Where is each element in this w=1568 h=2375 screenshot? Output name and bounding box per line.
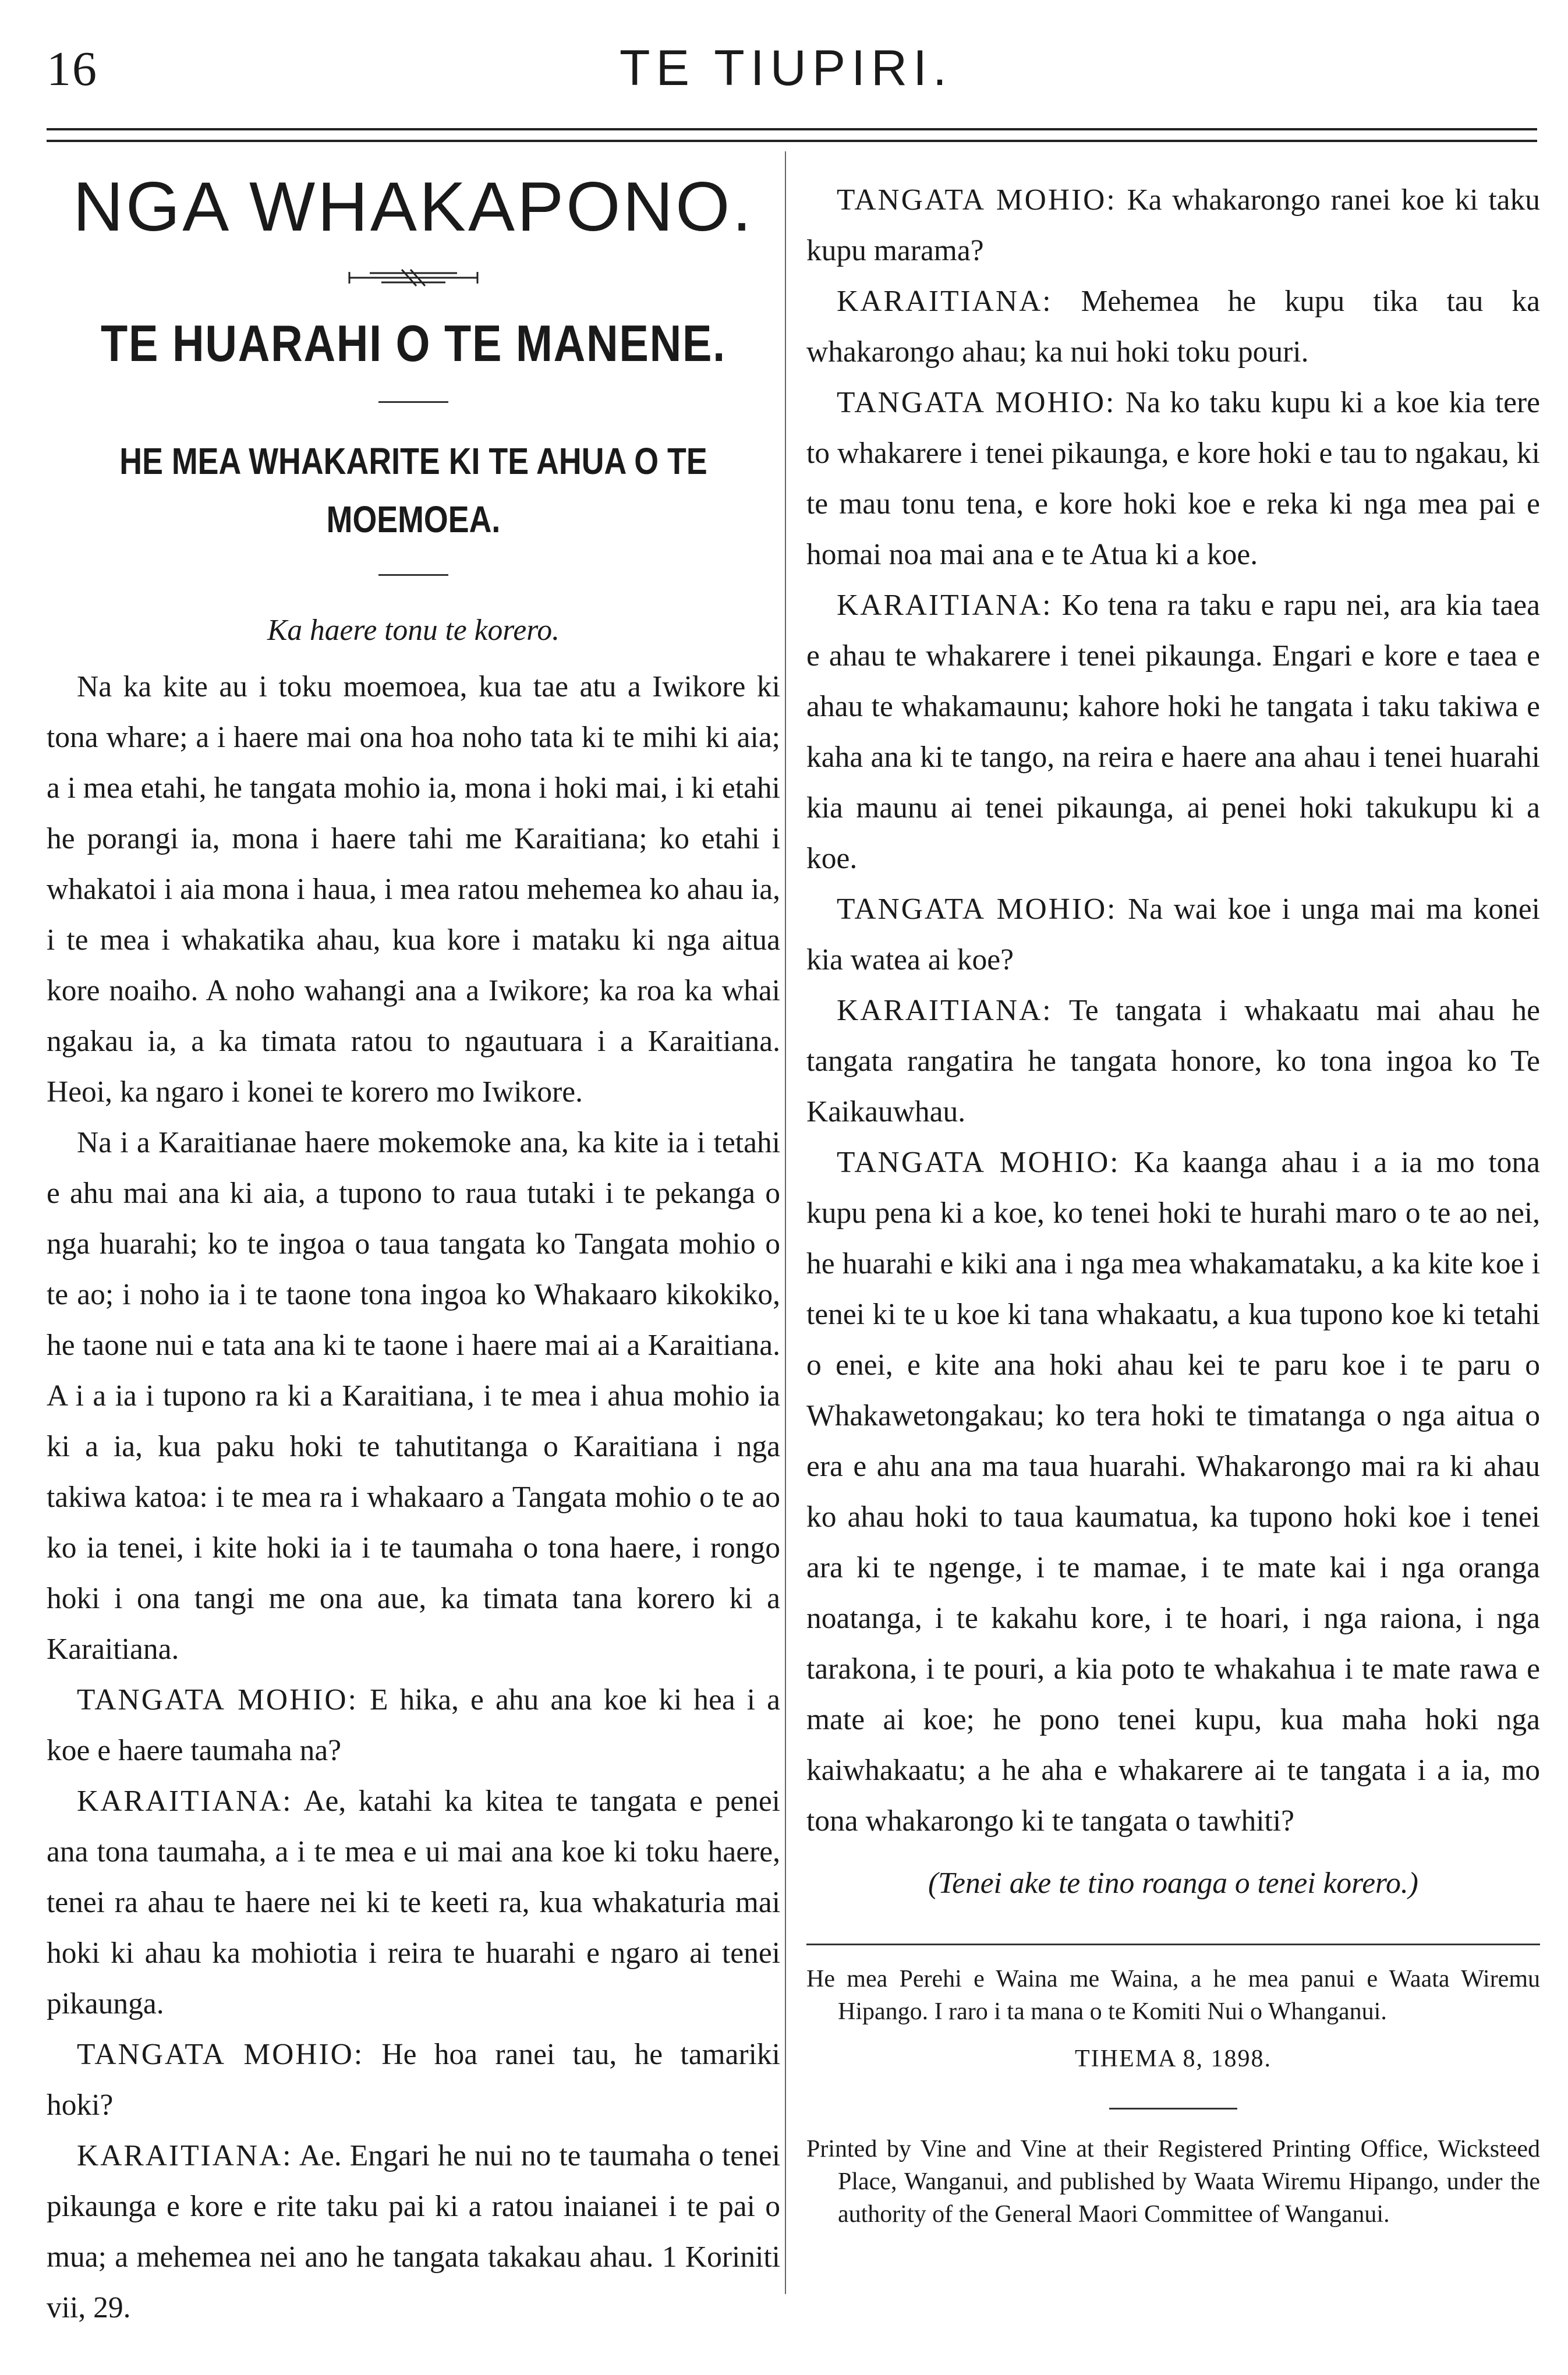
short-rule-2 (378, 574, 448, 576)
dialogue-line (47, 2029, 780, 2130)
dialogue-line (806, 985, 1540, 1137)
speech: Na wai koe i unga mai ma konei kia watea ai koe? (806, 893, 1540, 976)
page-header (41, 35, 1531, 99)
speaker: TANGATA MOHIO: (837, 183, 1117, 217)
dialogue-line (806, 1137, 1540, 1846)
article-subtitle-2: HE MEA WHAKARITE KI TE AHUA O TE MOEMOEA. (119, 440, 707, 540)
dialogue-line (47, 1675, 780, 1776)
dialogue-line (806, 884, 1540, 985)
speaker: KARAITIANA: (77, 1785, 293, 1818)
right-column (806, 175, 1540, 2231)
continued-note: (Tenei ake te tino roanga o tenei korero.) (928, 1867, 1418, 1900)
english-imprint: Printed by Vine and Vine at their Registered Printing Office, Wicksteed Place, Wanganui, and published by Waata Wiremu Hipango, under the authority of the General Maori Committee of Wanganui. (806, 2136, 1540, 2228)
speech: Ko tena ra taku e rapu nei, ara kia taea e ahau te whakarere i tenei pikaunga. Engari e kore e taea e ahau te whakamaunu; kahore hoki he tangata i taku takiwa e kaha ana ki te tango, na reira e haere ana ahau i tenei huarahi kia maunu ai tenei pikaunga, ai penei hoki takukupu ki a koe. (806, 589, 1541, 875)
dialogue-line (47, 2130, 780, 2333)
speech: Na ko taku kupu ki a koe kia tere to whakarere i tenei pikaunga, e kore hoki e tau to ngakau, ki te mau tonu tena, e kore hoki koe e reka ki nga mea pai e homai noa mai ana e te Atua ki a koe. (806, 386, 1540, 571)
byline: Ka haere tonu te korero. (267, 614, 560, 647)
speech: Ka kaanga ahau i a ia mo tona kupu pena ki a koe, ko tenei hoki te hurahi maro o te ao nei, he huarahi e kiki ana i nga mea whakamataku, a ka kite koe i tenei ki te u koe ki tana whakaatu, a kua tupono koe ki tetahi o enei, e kite ana hoki ahau kei te paru koe i te paru o Whakawetongakau; ko tera hoki te timatanga o nga aitua o era e ahu ana ma taua huarahi. Whakarongo mai ra ki ahau ko ahau hoki to taua kaumatua, ka tupono hoki koe i tenei ara ki te ngenge, i te mamae, i te mate kai i nga oranga noatanga, i te kakahu kore, i te hoari, i nga raiona, i nga tarakona, i te pouri, a kia poto te whakahua i te mate rawa e mate ai koe; he pono tenei kupu, kua maha hoki nga kaiwhakaatu; a he aha e whakarere ai te tangata i a ia, mo tona whakarongo ki te tangata o tawhiti? (806, 1146, 1540, 1838)
imprint-mini-rule (1109, 2108, 1237, 2109)
speaker: TANGATA MOHIO: (77, 2038, 364, 2071)
dialogue-line (806, 175, 1540, 276)
speaker: TANGATA MOHIO: (837, 1146, 1120, 1179)
speech: Te tangata i whakaatu mai ahau he tangata rangatira he tangata honore, ko tona ingoa ko Te Kaikauwhau. (806, 994, 1540, 1128)
speaker: TANGATA MOHIO: (77, 1683, 358, 1716)
article-subtitle: TE HUARAHI O TE MANENE. (101, 314, 726, 372)
dialogue-line (806, 276, 1540, 377)
issue-date: TIHEMA 8, 1898. (1075, 2045, 1272, 2072)
speech: He hoa ranei tau, he tamariki hoki? (47, 2038, 780, 2122)
speaker: TANGATA MOHIO: (837, 893, 1117, 926)
speech: Ka whakarongo ranei koe ki taku kupu marama? (806, 183, 1540, 267)
speech: Ae, katahi ka kitea te tangata e penei ana tona taumaha, a i te mea e ui mai ana koe ki toku haere, tenei ra ahau te haere nei ki te keeti ra, kua whakaturia mai hoki ki ahau ka mohiotia i reira te huarahi e ngaro ai tenei pikaunga. (47, 1785, 780, 2020)
dialogue-line (806, 580, 1540, 884)
speaker: KARAITIANA: (837, 994, 1053, 1027)
speaker: KARAITIANA: (837, 285, 1053, 318)
paragraph-1: Na ka kite au i toku moemoea, kua tae atu a Iwikore ki tona whare; a i haere mai ona hoa noho tata ki te mihi ki aia; a i mea etahi, he tangata mohio ia, mona i hoki mai, i ki etahi he porangi ia, mona i haere tahi me Karaitiana; ko etahi i whakatoi i aia mona i haua, i mea ratou mehemea ko ahau ia, i te mea i whakatika ahau, kua kore i mataku ki nga aitua kore noaiho. A noho wahangi ana a Iwikore; ka roa ka whai ngakau ia, a ka timata ratou to ngautuara i a Karaitiana. Heoi, ka ngaro i konei te korero mo Iwikore. (47, 670, 780, 1109)
speaker: KARAITIANA: (77, 2139, 293, 2172)
header-rule (47, 128, 1537, 142)
speech: Mehemea he kupu tika tau ka whakarongo ahau; ka nui hoki toku pouri. (806, 285, 1541, 369)
paragraph-2: Na i a Karaitianae haere mokemoke ana, ka kite ia i tetahi e ahu mai ana ki aia, a tupono to raua tutaki i te pekanga o nga huarahi; ko te ingoa o taua tangata ko Tangata mohio o te ao; i noho ia i te taone tona ingoa ko Whakaaro kikokiko, he taone nui e tata ana ki te taone i haere mai ai a Karaitiana. A i a ia i tupono ra ki a Karaitiana, i te mea i ahua mohio ia ki a ia, kua paku hoki te tahutitanga o Karaitiana i nga takiwa katoa: i te mea ra i whakaaro a Tangata mohio o te ao ko ia tenei, i kite hoki ia i te taumaha o tona haere, i rongo hoki i ona tangi me ona aue, ka timata tana korero ki a Karaitiana. (47, 1126, 780, 1666)
page-number: 16 (47, 42, 98, 96)
left-column (47, 154, 780, 2333)
imprint-rule (806, 1944, 1540, 1945)
running-title: TE TIUPIRI. (620, 40, 953, 96)
article-title: NGA WHAKAPONO. (73, 168, 754, 246)
maori-imprint: He mea Perehi e Waina me Waina, a he mea panui e Waata Wiremu Hipango. I raro i ta mana o te Komiti Nui o Whanganui. (806, 1966, 1540, 2025)
speaker: KARAITIANA: (837, 589, 1053, 622)
speaker: TANGATA MOHIO: (837, 386, 1116, 419)
dialogue-line (806, 377, 1540, 580)
dialogue-line (47, 1776, 780, 2029)
column-divider (785, 151, 786, 2294)
short-rule-1 (378, 401, 448, 403)
speech: E hika, e ahu ana koe ki hea i a koe e haere taumaha na? (47, 1683, 781, 1767)
speech: Ae. Engari he nui no te taumaha o tenei pikaunga e kore e rite taku pai ki a ratou inaianei i te pai o mua; a mehemea nei ano he tangata takakau ahau. 1 Koriniti vii, 29. (47, 2139, 780, 2324)
ornament-divider (346, 265, 480, 288)
